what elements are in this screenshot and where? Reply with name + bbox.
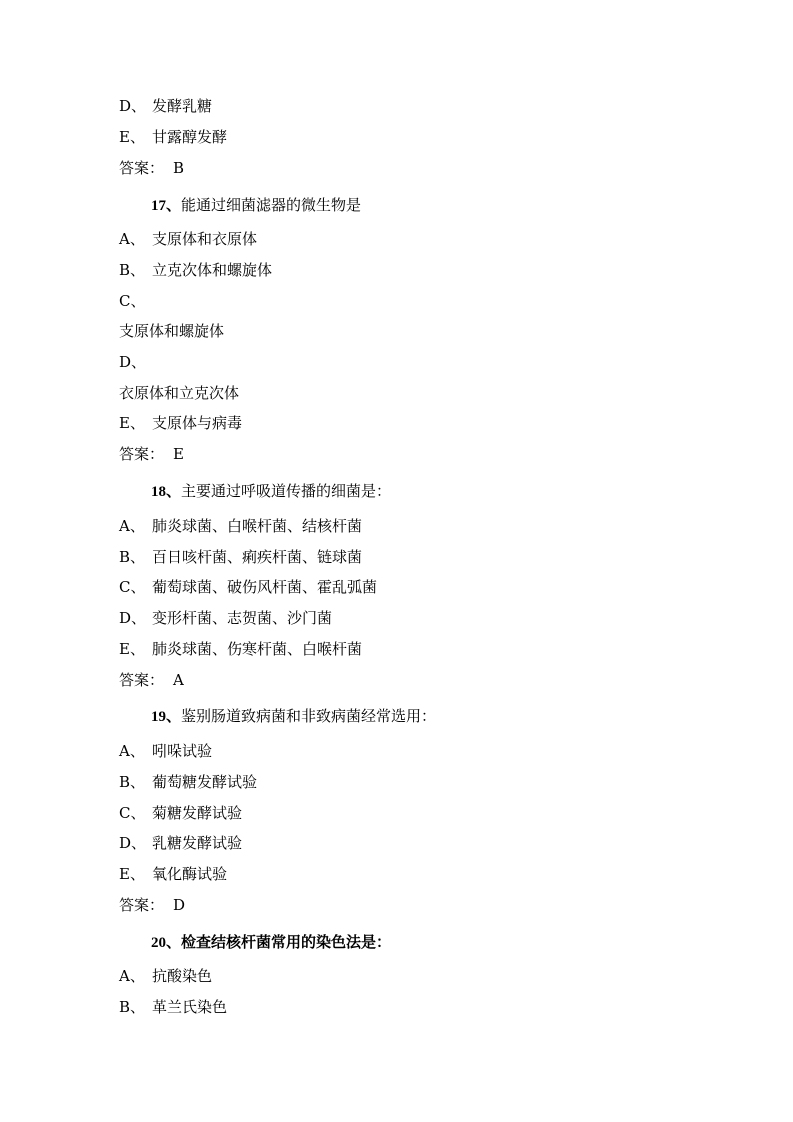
answer-label: 答案： [119,445,165,463]
option-text: 肺炎球菌、白喉杆菌、结核杆菌 [152,517,363,535]
option-text: 支原体和螺旋体 [119,322,225,340]
option-text: 抗酸染色 [152,967,213,985]
answer-value: D [173,896,186,914]
question-text: 鉴别肠道致病菌和非致病菌经常选用： [181,707,437,725]
question-number: 17、 [151,198,182,214]
q17-option-a [119,229,257,249]
option-label: B、 [119,998,146,1016]
option-text: 发酵乳糖 [152,97,213,115]
prev-answer [119,158,184,178]
option-text: 百日咳杆菌、痢疾杆菌、链球菌 [152,548,363,566]
option-label: E、 [119,128,145,146]
option-text: 衣原体和立克次体 [119,384,240,402]
option-label: B、 [119,261,146,279]
q17-answer [119,444,184,464]
q17-option-e [119,413,242,433]
question-19 [151,706,436,727]
option-text: 吲哚试验 [152,742,213,760]
option-label: A、 [119,517,145,535]
answer-label: 答案： [119,896,165,914]
q18-option-d [119,608,332,628]
q18-option-b [119,547,362,567]
question-17 [151,195,361,216]
question-number: 19、 [151,709,182,725]
option-text: 菊糖发酵试验 [152,804,243,822]
option-label: D、 [119,97,147,115]
question-text: 主要通过呼吸道传播的细菌是： [181,482,392,500]
option-text: 乳糖发酵试验 [152,834,243,852]
q17-option-c-text [119,321,224,341]
option-text: 支原体与病毒 [152,414,243,432]
option-label: B、 [119,548,146,566]
question-20 [151,932,391,953]
q19-option-a [119,741,212,761]
option-text: 革兰氏染色 [152,998,228,1016]
option-label: D、 [119,834,147,852]
q20-option-a [119,966,212,986]
option-text: 变形杆菌、志贺菌、沙门菌 [152,609,333,627]
option-label: A、 [119,967,145,985]
q19-answer [119,895,185,915]
question-number: 18、 [151,484,182,500]
q17-option-b [119,260,272,280]
q19-option-d [119,833,242,853]
q18-answer [119,670,184,690]
option-label: A、 [119,742,145,760]
option-text: 甘露醇发酵 [152,128,228,146]
question-text: 检查结核杆菌常用的染色法是： [181,933,392,951]
option-label: D、 [119,609,147,627]
q17-option-d-label [119,352,146,372]
answer-value: B [173,159,185,177]
option-text: 氧化酶试验 [152,865,228,883]
option-text: 立克次体和螺旋体 [152,261,273,279]
option-text: 葡萄糖发酵试验 [152,773,258,791]
q19-option-e [119,864,227,884]
answer-label: 答案： [119,159,165,177]
option-label: E、 [119,865,145,883]
option-label: D、 [119,353,147,371]
option-text: 葡萄球菌、破伤风杆菌、霍乱弧菌 [152,578,378,596]
question-number: 20、 [151,935,182,951]
answer-label: 答案： [119,671,165,689]
q19-option-b [119,772,257,792]
q17-option-c-label [119,291,145,311]
question-18 [151,481,391,502]
q18-option-a [119,516,362,536]
q20-option-b [119,997,227,1017]
option-text: 肺炎球菌、伤寒杆菌、白喉杆菌 [152,640,363,658]
answer-value: E [173,445,184,463]
answer-value: A [173,671,184,689]
option-label: E、 [119,414,145,432]
q19-option-c [119,803,242,823]
option-label: B、 [119,773,146,791]
prev-option-e [119,127,227,147]
option-label: C、 [119,578,146,596]
q18-option-c [119,577,377,597]
prev-option-d [119,96,212,116]
option-label: C、 [119,292,146,310]
q18-option-e [119,639,362,659]
question-text: 能通过细菌滤器的微生物是 [181,196,362,214]
option-text: 支原体和衣原体 [152,230,258,248]
option-label: E、 [119,640,145,658]
option-label: A、 [119,230,145,248]
option-label: C、 [119,804,146,822]
q17-option-d-text [119,383,239,403]
